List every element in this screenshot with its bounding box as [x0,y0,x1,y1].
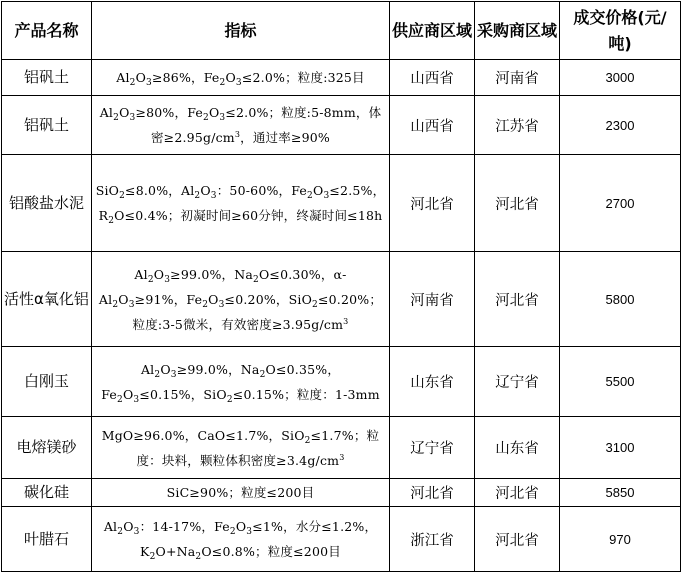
header-supplier-region: 供应商区域 [390,2,475,60]
price-cell: 970 [560,507,681,572]
product-name-cell: 叶腊石 [2,507,92,572]
supplier-region-cell: 山西省 [390,60,475,96]
spec-cell: $Al_2O_3\ge 80\%$，$Fe_2O_3\le 2.0\%$；粒度:5-8mm，体密$\ge 2.95g/cm^3$，通过率≥90% [92,96,390,155]
buyer-region-cell: 河南省 [475,60,560,96]
header-price: 成交价格(元/吨) [560,2,681,60]
table-row [2,417,681,479]
table-row [2,60,681,96]
header-product-name: 产品名称 [2,2,92,60]
price-cell: 2700 [560,155,681,252]
table-row [2,347,681,417]
table-row [2,252,681,347]
price-cell: 5800 [560,252,681,347]
product-name-cell: 铝矾土 [2,60,92,96]
price-cell: 3000 [560,60,681,96]
product-name-cell: 铝酸盐水泥 [2,155,92,252]
supplier-region-cell: 河北省 [390,155,475,252]
spec-cell: $Al_2O_3\ge 99.0\%$，$Na_2O\le 0.30\%$，$\alpha-Al_2O_3\ge 91\%$，$Fe_2O_3\le 0.20\%$，SiO$_2$≤0.20%；粒度:3-5微米，有效密度$\ge 3.95g/cm^3$ [92,252,390,347]
spec-cell: $Al_2O_3\ge 99.0\%$，$Na_2O\le 0.35\%$，$Fe_2O_3\le 0.15\%$，SiO$_2$≤0.15%；粒度：1-3mm [92,347,390,417]
buyer-region-cell: 河北省 [475,507,560,572]
buyer-region-cell: 河北省 [475,252,560,347]
supplier-region-cell: 辽宁省 [390,417,475,479]
header-row [2,2,681,60]
buyer-region-cell: 辽宁省 [475,347,560,417]
table-row [2,96,681,155]
price-cell: 3100 [560,417,681,479]
header-spec: 指标 [92,2,390,60]
table-row [2,155,681,252]
product-name-cell: 白刚玉 [2,347,92,417]
supplier-region-cell: 浙江省 [390,507,475,572]
supplier-region-cell: 山西省 [390,96,475,155]
header-buyer-region: 采购商区域 [475,2,560,60]
price-cell: 5850 [560,479,681,507]
product-name-cell: 活性α氧化铝 [2,252,92,347]
table-row [2,479,681,507]
price-cell: 5500 [560,347,681,417]
supplier-region-cell: 河北省 [390,479,475,507]
product-name-cell: 碳化硅 [2,479,92,507]
supplier-region-cell: 山东省 [390,347,475,417]
spec-cell: SiC≥90%；粒度≤200目 [92,479,390,507]
supplier-region-cell: 河南省 [390,252,475,347]
table-row [2,507,681,572]
product-name-cell: 铝矾土 [2,96,92,155]
price-table [1,1,681,572]
spec-cell: MgO≥96.0%，CaO≤1.7%，SiO$_2$≤1.7%；粒度：块料，颗粒体积密度$\ge 3.4g/cm^3$ [92,417,390,479]
spec-cell: $Al_2O_3\ge 86\%$，$Fe_2O_3\le 2.0\%$；粒度:325目 [92,60,390,96]
buyer-region-cell: 江苏省 [475,96,560,155]
spec-cell: SiO$_2$≤8.0%，$Al_2O_3$：50-60%，$Fe_2O_3\le 2.5\%$，$R_2O\le 0.4\%$；初凝时间≥60分钟，终凝时间≤18h [92,155,390,252]
buyer-region-cell: 山东省 [475,417,560,479]
product-name-cell: 电熔镁砂 [2,417,92,479]
spec-cell: $Al_2O_3$：14-17%，$Fe_2O_3\le 1\%$，水分≤1.2%，$K_2O+Na_2O\le 0.8\%$；粒度≤200目 [92,507,390,572]
price-cell: 2300 [560,96,681,155]
buyer-region-cell: 河北省 [475,479,560,507]
buyer-region-cell: 河北省 [475,155,560,252]
